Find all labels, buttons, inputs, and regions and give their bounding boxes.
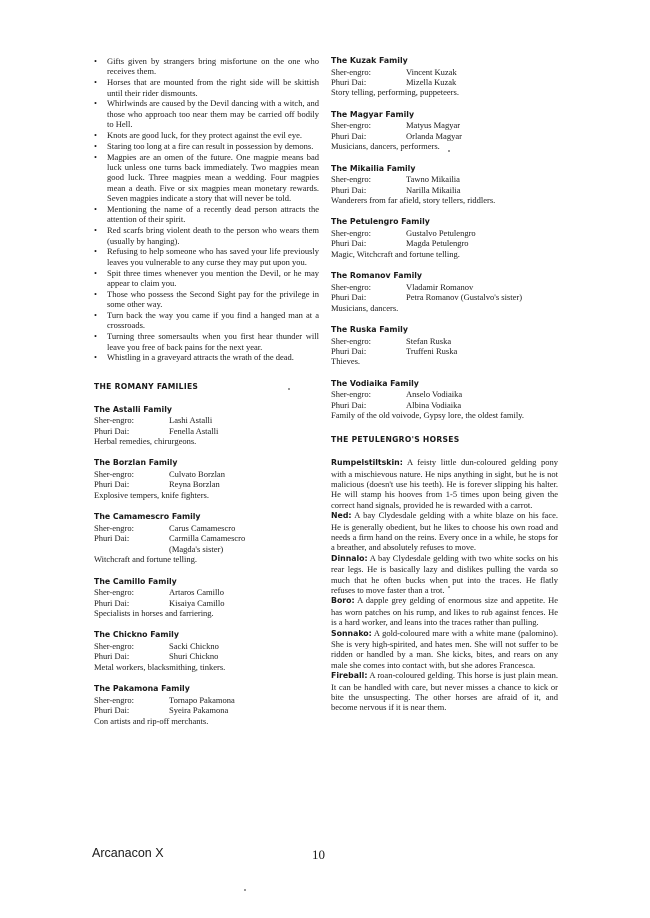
family-role-label: Sher-engro: <box>331 228 371 239</box>
family-role-label: Sher-engro: <box>94 640 134 651</box>
horse-name: Rumpelstiltskin: <box>331 458 403 468</box>
horse-name: Sonnako: <box>331 628 372 638</box>
family-row <box>331 400 558 410</box>
family-name: The Ruska Family <box>331 325 408 335</box>
family-role-label: Sher-engro: <box>331 120 371 131</box>
family-role-label: Phuri Dai: <box>94 533 130 544</box>
family-role-label: Phuri Dai: <box>94 597 130 608</box>
family-role-value: Carus Camamescro <box>169 522 236 533</box>
family-row <box>331 228 558 238</box>
superstition-item: • Those who possess the Second Sight pay for the privilege in some other way. <box>94 289 319 310</box>
family-role-value: Lashi Astalli <box>169 415 213 426</box>
family-role-label: Phuri Dai: <box>331 130 367 141</box>
family-description: Family of the old voivode, Gypsy lore, the oldest family. <box>331 410 525 421</box>
horse-entry <box>331 628 558 671</box>
superstition-item: • Turning three somersaults when you first hear thunder will leave you free of back pains for the next year. <box>94 331 319 352</box>
family-row <box>331 282 558 292</box>
family-row <box>331 185 558 195</box>
family-role-label: Sher-engro: <box>331 389 371 400</box>
family-role-value: Artaros Camillo <box>169 587 225 598</box>
family-role-value: Reyna Borzlan <box>169 479 220 490</box>
family-row <box>331 77 558 87</box>
family-role-value: Shuri Chickno <box>169 651 219 662</box>
family-role-label: Phuri Dai: <box>331 399 367 410</box>
horse-name: Ned: <box>331 511 352 521</box>
families-section-title: THE ROMANY FAMILIES <box>94 382 199 392</box>
family-role-label: Sher-engro: <box>331 335 371 346</box>
family-description: Metal workers, blacksmithing, tinkers. <box>94 661 226 672</box>
family-entry <box>331 217 558 259</box>
left-column <box>94 56 319 738</box>
family-description: Herbal remedies, chirurgeons. <box>94 436 197 447</box>
superstitions-list <box>94 56 319 363</box>
family-row <box>331 67 558 77</box>
horse-description: A gold-coloured mare with a white mane (palomino). She is very high-spirited, and hates men. She will not suffer to be ridden or handled by a man. She kicks, bites, and rears on any male she comes into contact with, but she adores Francesca. <box>331 627 558 670</box>
family-row <box>94 544 319 554</box>
family-row <box>94 469 319 479</box>
superstition-item: • Refusing to help someone who has saved your life previously leaves you vulnerable to any curse they may put upon you. <box>94 246 319 267</box>
superstition-item: • Horses that are mounted from the right side will be skittish until their rider dismounts. <box>94 77 319 98</box>
family-description: Musicians, dancers. <box>331 302 399 313</box>
family-role-value: Sacki Chickno <box>169 640 219 651</box>
family-role-value: Petra Romanov (Gustalvo's sister) <box>406 292 523 303</box>
family-role-label: Phuri Dai: <box>331 292 367 303</box>
family-role-value: Carmilla Camamescro <box>169 533 246 544</box>
family-role-label: Sher-engro: <box>94 694 134 705</box>
superstition-item: • Staring too long at a fire can result in possession by demons. <box>94 141 319 151</box>
family-row <box>94 695 319 705</box>
horse-entry <box>331 510 558 553</box>
superstition-item: • Gifts given by strangers bring misfortune on the one who receives them. <box>94 56 319 77</box>
family-role-value: Magda Petulengro <box>406 238 469 249</box>
superstition-item: • Whistling in a graveyard attracts the wrath of the dead. <box>94 352 319 362</box>
family-entry <box>94 405 319 447</box>
family-role-value: Fenella Astalli <box>169 425 219 436</box>
family-role-label: Sher-engro: <box>331 66 371 77</box>
family-role-label: Phuri Dai: <box>94 425 130 436</box>
family-entry <box>331 164 558 206</box>
family-role-value: Syeira Pakamona <box>169 705 229 716</box>
family-row <box>94 533 319 543</box>
family-entry <box>94 458 319 500</box>
family-row <box>94 641 319 651</box>
family-description: Thieves. <box>331 356 361 367</box>
print-speck <box>448 150 450 152</box>
family-role-label: Phuri Dai: <box>331 346 367 357</box>
family-entry <box>331 110 558 152</box>
family-role-value: Vladamir Romanov <box>406 281 474 292</box>
family-row <box>94 523 319 533</box>
horse-description: A roan-coloured gelding. This horse is just plain mean. It can be handled with care, but never misses a chance to kick or bite the unsuspecting. The other horses are afraid of it, and become nervous if it is near them. <box>331 670 558 713</box>
family-name: The Camillo Family <box>94 576 177 586</box>
family-row <box>94 598 319 608</box>
family-role-value: Anselo Vodiaika <box>406 389 463 400</box>
superstition-item: • Mentioning the name of a recently dead person attracts the attention of their spirit. <box>94 204 319 225</box>
family-role-label: Sher-engro: <box>94 522 134 533</box>
family-entry <box>331 271 558 313</box>
family-role-value: Orlanda Magyar <box>406 130 462 141</box>
superstition-item: • Knots are good luck, for they protect against the evil eye. <box>94 130 319 140</box>
family-row <box>331 336 558 346</box>
family-role-value: (Magda's sister) <box>169 543 224 554</box>
family-role-value: Culvato Borzlan <box>169 469 225 480</box>
publication-name: Arcanacon X <box>92 846 164 860</box>
horses-section-title: THE PETULENGRO'S HORSES <box>331 434 460 444</box>
family-name: The Mikailia Family <box>331 163 416 173</box>
family-role-label: Phuri Dai: <box>94 651 130 662</box>
horse-description: A feisty little dun-coloured gelding pony with a mischievous nature. He nips anything in sight, but he is not malicious (doesn't use his teeth). He is forever slipping his halter. He will stamp his hooves from 1-5 times upon being given the correct hand signals, provided he is rewarded with a carrot. <box>331 457 558 510</box>
horse-entry <box>331 670 558 713</box>
family-name: The Vodiaika Family <box>331 378 419 388</box>
horse-entry <box>331 457 558 510</box>
family-role-label: Sher-engro: <box>94 415 134 426</box>
print-speck <box>288 388 290 390</box>
family-row <box>331 131 558 141</box>
family-row <box>331 292 558 302</box>
family-role-label: Sher-engro: <box>331 174 371 185</box>
family-name: The Borzlan Family <box>94 458 178 468</box>
family-entry <box>331 379 558 421</box>
horse-description: A bay Clydesdale gelding with a white blaze on his face. He is generally obedient, but he likes to choose his own road and needs a firm hand on the reins. Every once in a while, he stops for a breather, and absolutely refuses to move. <box>331 510 558 553</box>
family-row <box>94 415 319 425</box>
print-speck <box>448 586 450 588</box>
horses-list <box>331 457 558 713</box>
family-role-value: Kisaiya Camillo <box>169 597 225 608</box>
page-number: 10 <box>312 847 325 862</box>
family-role-value: Stefan Ruska <box>406 335 452 346</box>
horse-name: Fireball: <box>331 671 368 681</box>
family-row <box>94 705 319 715</box>
family-role-value: Vincent Kuzak <box>406 66 457 77</box>
family-row <box>331 174 558 184</box>
family-role-label: Sher-engro: <box>94 587 134 598</box>
horse-description: A bay Clydesdale gelding with two white socks on his rear legs. He is basically lazy and dislikes pulling the varda so much that he often bucks when put into the traces. He flatly refuses to move faster than a trot. <box>331 552 558 595</box>
family-row <box>331 346 558 356</box>
family-name: The Petulengro Family <box>331 217 430 227</box>
family-entry <box>94 684 319 726</box>
family-row <box>94 479 319 489</box>
superstition-item: • Red scarfs bring violent death to the person who wears them (usually by hanging). <box>94 225 319 246</box>
horse-entry <box>331 595 558 627</box>
family-description: Musicians, dancers, performers. <box>331 141 440 152</box>
horse-name: Boro: <box>331 596 355 606</box>
families-right-list <box>331 56 558 421</box>
superstition-item: • Turn back the way you came if you find a hanged man at a crossroads. <box>94 310 319 331</box>
superstition-item: • Whirlwinds are caused by the Devil dancing with a witch, and those who approach too near them may be carried off bodily to Hell. <box>94 98 319 129</box>
family-row <box>94 651 319 661</box>
horse-name: Dinnalo: <box>331 553 368 563</box>
family-entry <box>331 325 558 367</box>
family-role-value: Truffeni Ruska <box>406 346 458 357</box>
families-left-list <box>94 405 319 726</box>
family-row <box>331 120 558 130</box>
superstition-item: • Spit three times whenever you mention the Devil, or he may appear to claim you. <box>94 268 319 289</box>
family-description: Specialists in horses and farriering. <box>94 607 214 618</box>
family-name: The Astalli Family <box>94 404 172 414</box>
family-row <box>94 587 319 597</box>
family-role-label <box>94 544 169 554</box>
family-name: The Chickno Family <box>94 630 179 640</box>
family-description: Explosive tempers, knife fighters. <box>94 489 209 500</box>
family-name: The Kuzak Family <box>331 56 408 65</box>
horse-entry <box>331 553 558 596</box>
superstition-item: • Magpies are an omen of the future. One magpie means bad luck unless one turns back immediately. Two magpies mean good luck. Three magpies mean a wedding. Four magpies mean a death. Five or six magpies mean monetary rewards. Seven magpies indicate a story that will never be told. <box>94 152 319 204</box>
family-entry <box>94 577 319 619</box>
family-description: Con artists and rip-off merchants. <box>94 715 209 726</box>
family-role-value: Matyus Magyar <box>406 120 461 131</box>
family-role-value: Albina Vodiaika <box>406 399 462 410</box>
family-description: Magic, Witchcraft and fortune telling. <box>331 248 460 259</box>
family-name: The Romanov Family <box>331 271 423 281</box>
family-role-label: Phuri Dai: <box>331 238 367 249</box>
family-entry <box>94 512 319 564</box>
family-entry <box>94 630 319 672</box>
family-role-value: Mizella Kuzak <box>406 77 457 87</box>
family-row <box>331 389 558 399</box>
family-entry <box>331 56 558 98</box>
family-role-label: Phuri Dai: <box>331 184 367 195</box>
family-name: The Magyar Family <box>331 109 415 119</box>
family-row <box>331 238 558 248</box>
family-name: The Camamescro Family <box>94 512 201 522</box>
family-description: Witchcraft and fortune telling. <box>94 554 198 565</box>
family-role-label: Sher-engro: <box>94 469 134 480</box>
family-role-value: Tawno Mikailia <box>406 174 460 185</box>
family-name: The Pakamona Family <box>94 684 190 694</box>
family-description: Story telling, performing, puppeteers. <box>331 87 459 98</box>
family-role-value: Narilla Mikailia <box>406 184 461 195</box>
family-role-label: Phuri Dai: <box>331 77 367 87</box>
horse-description: A dapple grey gelding of enormous size and appetite. He has worn patches on his rump, and likes to rub against fences. He is a hard worker, and leans into the traces rather than pulling. <box>331 595 558 628</box>
family-role-label: Phuri Dai: <box>94 479 130 490</box>
family-role-label: Phuri Dai: <box>94 705 130 716</box>
family-description: Wanderers from far afield, story tellers, riddlers. <box>331 195 496 206</box>
print-speck <box>244 889 246 891</box>
family-role-value: Tornapo Pakamona <box>169 694 235 705</box>
family-role-value: Gustalvo Petulengro <box>406 228 476 239</box>
family-role-label: Sher-engro: <box>331 281 371 292</box>
family-row <box>94 426 319 436</box>
right-column <box>331 56 558 713</box>
